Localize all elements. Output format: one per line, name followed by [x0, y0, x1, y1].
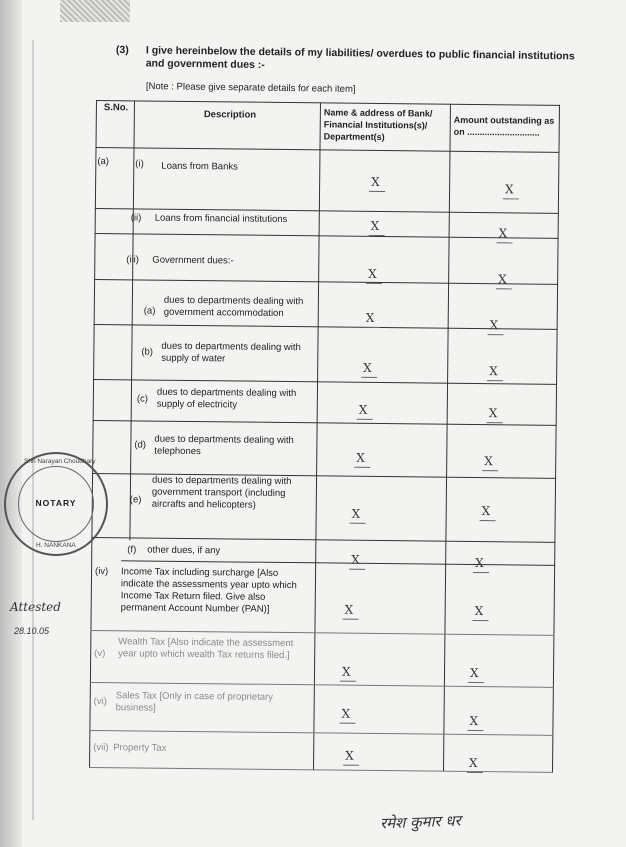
header-name-address: Name & address of Bank/ Financial Institutions(s)/ Department(s): [323, 107, 433, 143]
header-description: Description: [203, 109, 257, 121]
row-label: dues to departments dealing with supply of water: [161, 340, 301, 365]
name-cross-mark: X: [363, 360, 372, 375]
table-col-divider-name: [443, 104, 451, 772]
scan-edge-line: [32, 40, 34, 820]
name-cross-mark: X: [341, 664, 351, 679]
row-number: (d): [134, 439, 147, 451]
row-label: Property Tax: [113, 742, 167, 754]
table-row-rule: [94, 279, 558, 285]
name-cross-mark: X: [351, 506, 361, 521]
row-label: dues to departments dealing with government accommodation: [163, 294, 304, 319]
name-cross-mark: X: [344, 602, 354, 617]
name-cross-mark: X: [365, 310, 375, 325]
section-number: (3): [115, 44, 129, 57]
amount-cross-mark: X: [474, 603, 484, 619]
row-number: (vi): [93, 696, 107, 708]
table-row-rule: [90, 630, 554, 636]
header-sno: S.No.: [103, 102, 129, 114]
table-row-rule: [89, 730, 553, 736]
table-row-rule: [91, 537, 555, 543]
handwritten-date: 28.10.05: [14, 626, 50, 636]
stamp-center-text: NOTARY: [35, 498, 77, 508]
row-number: (b): [141, 346, 154, 358]
name-cross-mark: X: [358, 402, 368, 417]
row-number: (v): [94, 648, 106, 660]
section-heading-text: I give hereinbelow the details of my liabilities/ overdues to public financial institutions and government dues :-: [145, 44, 575, 72]
amount-cross-mark: X: [505, 182, 514, 197]
row-number: (vii): [93, 742, 109, 754]
row-number: (i): [135, 158, 144, 170]
name-cross-mark: X: [351, 552, 360, 567]
name-cross-mark: X: [370, 218, 380, 233]
amount-cross-mark: X: [469, 713, 479, 729]
scan-corner-texture: [60, 0, 130, 22]
row-number: (a): [143, 305, 156, 317]
table-border-bottom: [89, 767, 553, 773]
amount-cross-mark: X: [469, 665, 479, 681]
name-cross-mark: X: [341, 706, 351, 721]
row-label: Income Tax including surcharge [Also indicate the assessments year upto which Income Tax Return filed. Give also permanent Account Number (PAN)]: [120, 566, 297, 615]
amount-cross-mark: X: [475, 555, 484, 571]
name-cross-mark: X: [345, 748, 354, 763]
name-cross-mark: X: [371, 174, 380, 189]
row-label: dues to departments dealing with telephones: [154, 433, 294, 458]
amount-cross-mark: X: [489, 318, 499, 333]
amount-cross-mark: X: [498, 226, 508, 241]
row-label: other dues, if any: [147, 544, 221, 557]
row-number: (e): [129, 494, 142, 506]
scan-shadow-left: [0, 0, 22, 847]
amount-cross-mark: X: [484, 454, 493, 469]
amount-cross-mark: X: [489, 364, 498, 379]
note-text: [Note : Please give separate details for each item]: [145, 81, 356, 95]
amount-cross-mark: X: [469, 755, 478, 771]
header-amount-outstanding: Amount outstanding as on .............................: [453, 114, 555, 138]
row-label: Sales Tax [Only in case of proprietary business]: [115, 690, 273, 714]
table-border-top: [96, 100, 560, 106]
name-cross-mark: X: [368, 266, 377, 281]
table-header-rule: [95, 147, 559, 153]
amount-cross-mark: X: [488, 406, 498, 421]
stamp-bottom-text: H. NANKANA: [36, 542, 76, 549]
row-number: (iv): [95, 566, 109, 578]
row-label: Loans from Banks: [161, 160, 238, 173]
stamp-top-text: Shri Narayan Choudhary: [24, 458, 96, 465]
table-border-right: [552, 105, 560, 773]
liabilities-table: [89, 100, 560, 773]
notary-stamp: [4, 452, 108, 556]
amount-cross-mark: X: [481, 504, 491, 519]
table-row-rule: [121, 560, 555, 566]
row-number: (ii): [130, 212, 142, 224]
row-label: Wealth Tax [Also indicate the assessment year upto which wealth Tax returns filed.]: [118, 636, 294, 662]
row-label: Government dues:-: [152, 254, 234, 267]
table-border-left: [89, 100, 97, 768]
handwritten-initials: Attested: [10, 600, 61, 614]
amount-cross-mark: X: [498, 272, 507, 287]
handwritten-signature: रमेश कुमार धर: [379, 811, 462, 833]
row-label: dues to departments dealing with supply of electricity: [156, 386, 297, 411]
row-number: (c): [136, 393, 149, 405]
table-row-rule: [90, 682, 554, 688]
name-cross-mark: X: [356, 450, 365, 465]
table-col-divider-desc: [313, 102, 321, 770]
row-number: (f): [127, 544, 137, 556]
table-row-rule: [95, 233, 559, 239]
row-label: Loans from financial institutions: [154, 212, 288, 226]
row-label: dues to departments dealing with government transport (including aircrafts and helicopters): [151, 474, 292, 511]
row-number: (iii): [126, 254, 140, 266]
section-label: (a): [97, 156, 110, 168]
section-heading: [115, 44, 586, 72]
table-row-rule: [94, 324, 558, 330]
